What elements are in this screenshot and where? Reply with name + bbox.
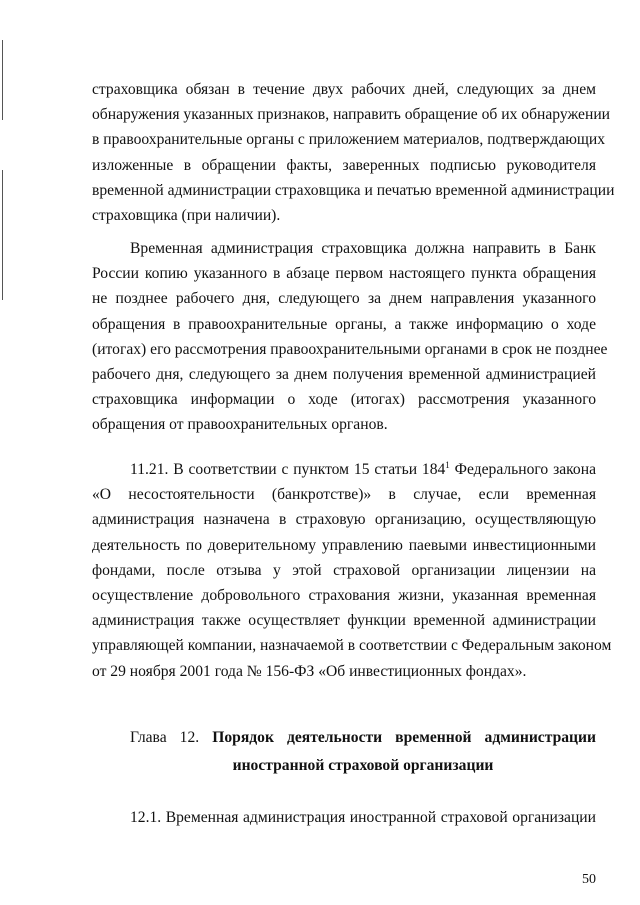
text-line: страховщика обязан в течение двух рабочих дней, следующих за днем: [92, 81, 596, 98]
paragraph-12-1: [92, 805, 596, 830]
text-line: администрация назначена в страховую организацию, осуществляющую: [92, 511, 596, 529]
text-line: обращения в правоохранительные органы, а также информацию о ходе: [92, 315, 596, 333]
page-number: 50: [582, 872, 596, 887]
text-fragment: 11.21. В соответствии с пунктом 15 статьи 184: [130, 461, 446, 478]
text-line: не позднее рабочего дня, следующего за днем направления указанного: [92, 290, 596, 308]
text-line: изложенные в обращении факты, заверенных подписью руководителя: [92, 156, 596, 174]
paragraph-continuation: [92, 77, 615, 228]
text-line: от 29 ноября 2001 года № 156-ФЗ «Об инвестиционных фондах».: [92, 662, 527, 680]
text-line: (итогах) его рассмотрения правоохранительными органами в срок не позднее: [92, 340, 608, 358]
text-line: администрация также осуществляет функции временной администрации: [92, 612, 596, 630]
text-line: обнаружения указанных признаков, направить обращение об их обнаружении: [92, 106, 611, 124]
scan-edge-mark: [2, 170, 3, 300]
text-line: страховщика (при наличии).: [92, 206, 281, 224]
text-line: временной администрации страховщика и печатью временной администрации: [92, 181, 615, 199]
text-line: деятельность по доверительному управлению паевыми инвестиционными: [92, 536, 596, 554]
superscript: 1: [445, 460, 450, 470]
text-line: фондами, после отзыва у этой страховой организации лицензии на: [92, 561, 596, 579]
text-line: [92, 457, 596, 482]
text-line: рабочего дня, следующего за днем получения временной администрацией: [92, 365, 596, 383]
chapter-title-continuation: иностранной страховой организации: [232, 757, 494, 774]
text-line: страховщика информации о ходе (итогах) рассмотрения указанного: [92, 391, 596, 409]
text-line: в правоохранительные органы с приложением материалов, подтверждающих: [92, 131, 606, 149]
chapter-label: Глава 12.: [130, 729, 200, 746]
text-line: «О несостоятельности (банкротстве)» в случае, если временная: [92, 486, 596, 504]
paragraph-11-21: [92, 457, 612, 684]
text-line: Временная администрация страховщика должна направить в Банк: [130, 240, 596, 257]
chapter-heading: [92, 724, 596, 780]
text-line: России копию указанного в абзаце первом настоящего пункта обращения: [92, 265, 596, 283]
chapter-heading-line: [92, 724, 596, 752]
chapter-title: Порядок деятельности временной администрации: [212, 729, 596, 746]
text-line: осуществление добровольного страхования жизни, указанная временная: [92, 586, 596, 604]
text-line: управляющей компании, назначаемой в соответствии с Федеральным законом: [92, 637, 612, 655]
scan-edge-mark: [2, 40, 3, 120]
text-line: обращения от правоохранительных органов.: [92, 416, 388, 434]
text-line: 12.1. Временная администрация иностранной страховой организации: [130, 809, 596, 826]
paragraph-reporting: [92, 236, 608, 438]
text-fragment: Федерального закона: [449, 461, 596, 478]
